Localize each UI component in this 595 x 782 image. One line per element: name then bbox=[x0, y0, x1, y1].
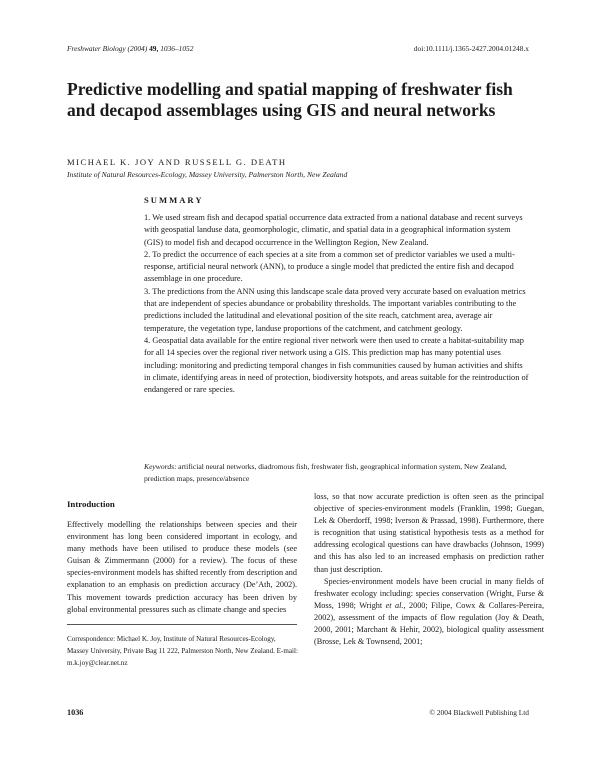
summary-point-3: 3. The predictions from the ANN using this landscape scale data proved very accurate based on evaluation metrics that are independent of species abundance or probability thresholds. The important variables contributing to the predictions included the latitudinal and elevational position of the site reach, catchment area, average air temperature, the vegetation type, landuse proportions of the catchment, and catchment geology. bbox=[144, 286, 526, 333]
journal-volume: 49, bbox=[149, 44, 159, 53]
summary-point-4: 4. Geospatial data available for the entire regional river network were then used to create a habitat-suitability map for all 14 species over the regional river network using a GIS. This prediction map has many potential uses including: monitoring and predicting temporal changes in fish communities caused by human activities and shifts in climate, identifying areas in need of protection, biodiversity hotspots, and areas suitable for the reintroduction of endangered or rare species. bbox=[144, 335, 529, 395]
intro-paragraph-3 bbox=[314, 576, 544, 649]
running-header-citation bbox=[67, 44, 193, 53]
intro-right-column bbox=[314, 491, 544, 648]
intro-paragraph-2: loss, so that now accurate prediction is often seen as the principal objective of species-environment models (Franklin, 1998; Guegan, Lek & Oberdorff, 1998; Iverson & Prassad, 1998). Furthermore, there is recognition that using statistical hypothesis tests as a method for addressing ecological questions can have drawbacks (Johnson, 1999) and this has also led to an increased emphasis on prediction rather than just description. bbox=[314, 492, 544, 574]
doi: doi:10.1111/j.1365-2427.2004.01248.x bbox=[413, 44, 529, 53]
keywords-label: Keywords bbox=[144, 462, 175, 471]
journal-year: (2004) bbox=[127, 44, 148, 53]
summary-point-2: 2. To predict the occurrence of each species at a site from a common set of predictor variables we used a multi-response, artificial neural network (ANN), to produce a single model that predicted the entire fish and decapod assemblage in one procedure. bbox=[144, 249, 515, 284]
intro-left-column bbox=[67, 519, 297, 616]
keywords-text: : artificial neural networks, diadromous fish, freshwater fish, geographical information system, New Zealand, prediction maps, presence/absence bbox=[144, 462, 507, 483]
intro-paragraph-1: Effectively modelling the relationships between species and their environment has long been considered important in ecology, and many methods have been utilised to produce these models (see Guisan & Zimmermann (2000) for a review). The focus of these species-environment models has shifted recently from description and explanation to an emphasis on prediction accuracy (De’Ath, 2002). This movement towards prediction accuracy has been driven by global environmental pressures such as climate change and species bbox=[67, 520, 297, 614]
summary-heading: SUMMARY bbox=[144, 195, 204, 205]
page-range: 1036–1052 bbox=[160, 44, 194, 53]
intro-paragraph-3-part-a: Species-environment models have been crucial in many fields of freshwater ecology including: species conservation (Wright, Furse & Moss, 1998; Wright bbox=[314, 576, 544, 610]
affiliation: Institute of Natural Resources-Ecology, Massey University, Palmerston North, New Zealand bbox=[67, 170, 348, 179]
journal-name: Freshwater Biology bbox=[67, 44, 126, 53]
et-al: et al. bbox=[385, 600, 404, 610]
keywords bbox=[144, 461, 524, 484]
page-number: 1036 bbox=[67, 708, 84, 717]
article-title: Predictive modelling and spatial mapping of freshwater fish and decapod assemblages using GIS and neural networks bbox=[67, 79, 513, 120]
authors: MICHAEL K. JOY AND RUSSELL G. DEATH bbox=[67, 157, 287, 167]
copyright: © 2004 Blackwell Publishing Ltd bbox=[429, 708, 529, 717]
intro-paragraph-3-part-b: , 2000; Filipe, Cowx & Collares-Pereira, 2002), assessment of the impacts of flow regulation (Joy & Death, 2000, 2001; Marchant & Hehir, 2002), biological quality assessment (Brosse, Lek & Townsend, 2001; bbox=[314, 600, 544, 647]
correspondence-note: Correspondence: Michael K. Joy, Institute of Natural Resources-Ecology, Massey University, Private Bag 11 222, Palmerston North, New Zealand. E-mail: m.k.joy@clear.net.nz bbox=[67, 635, 298, 668]
introduction-heading: Introduction bbox=[67, 499, 115, 509]
footnote-divider bbox=[67, 624, 297, 625]
summary-point-1: 1. We used stream fish and decapod spatial occurrence data extracted from a national database and recent surveys with geospatial landuse data, geomorphologic, climatic, and spatial data in a geographical information system (GIS) to model fish and decapod occurrence in the Wellington Region, New Zealand. bbox=[144, 213, 523, 247]
summary-body bbox=[144, 212, 530, 396]
